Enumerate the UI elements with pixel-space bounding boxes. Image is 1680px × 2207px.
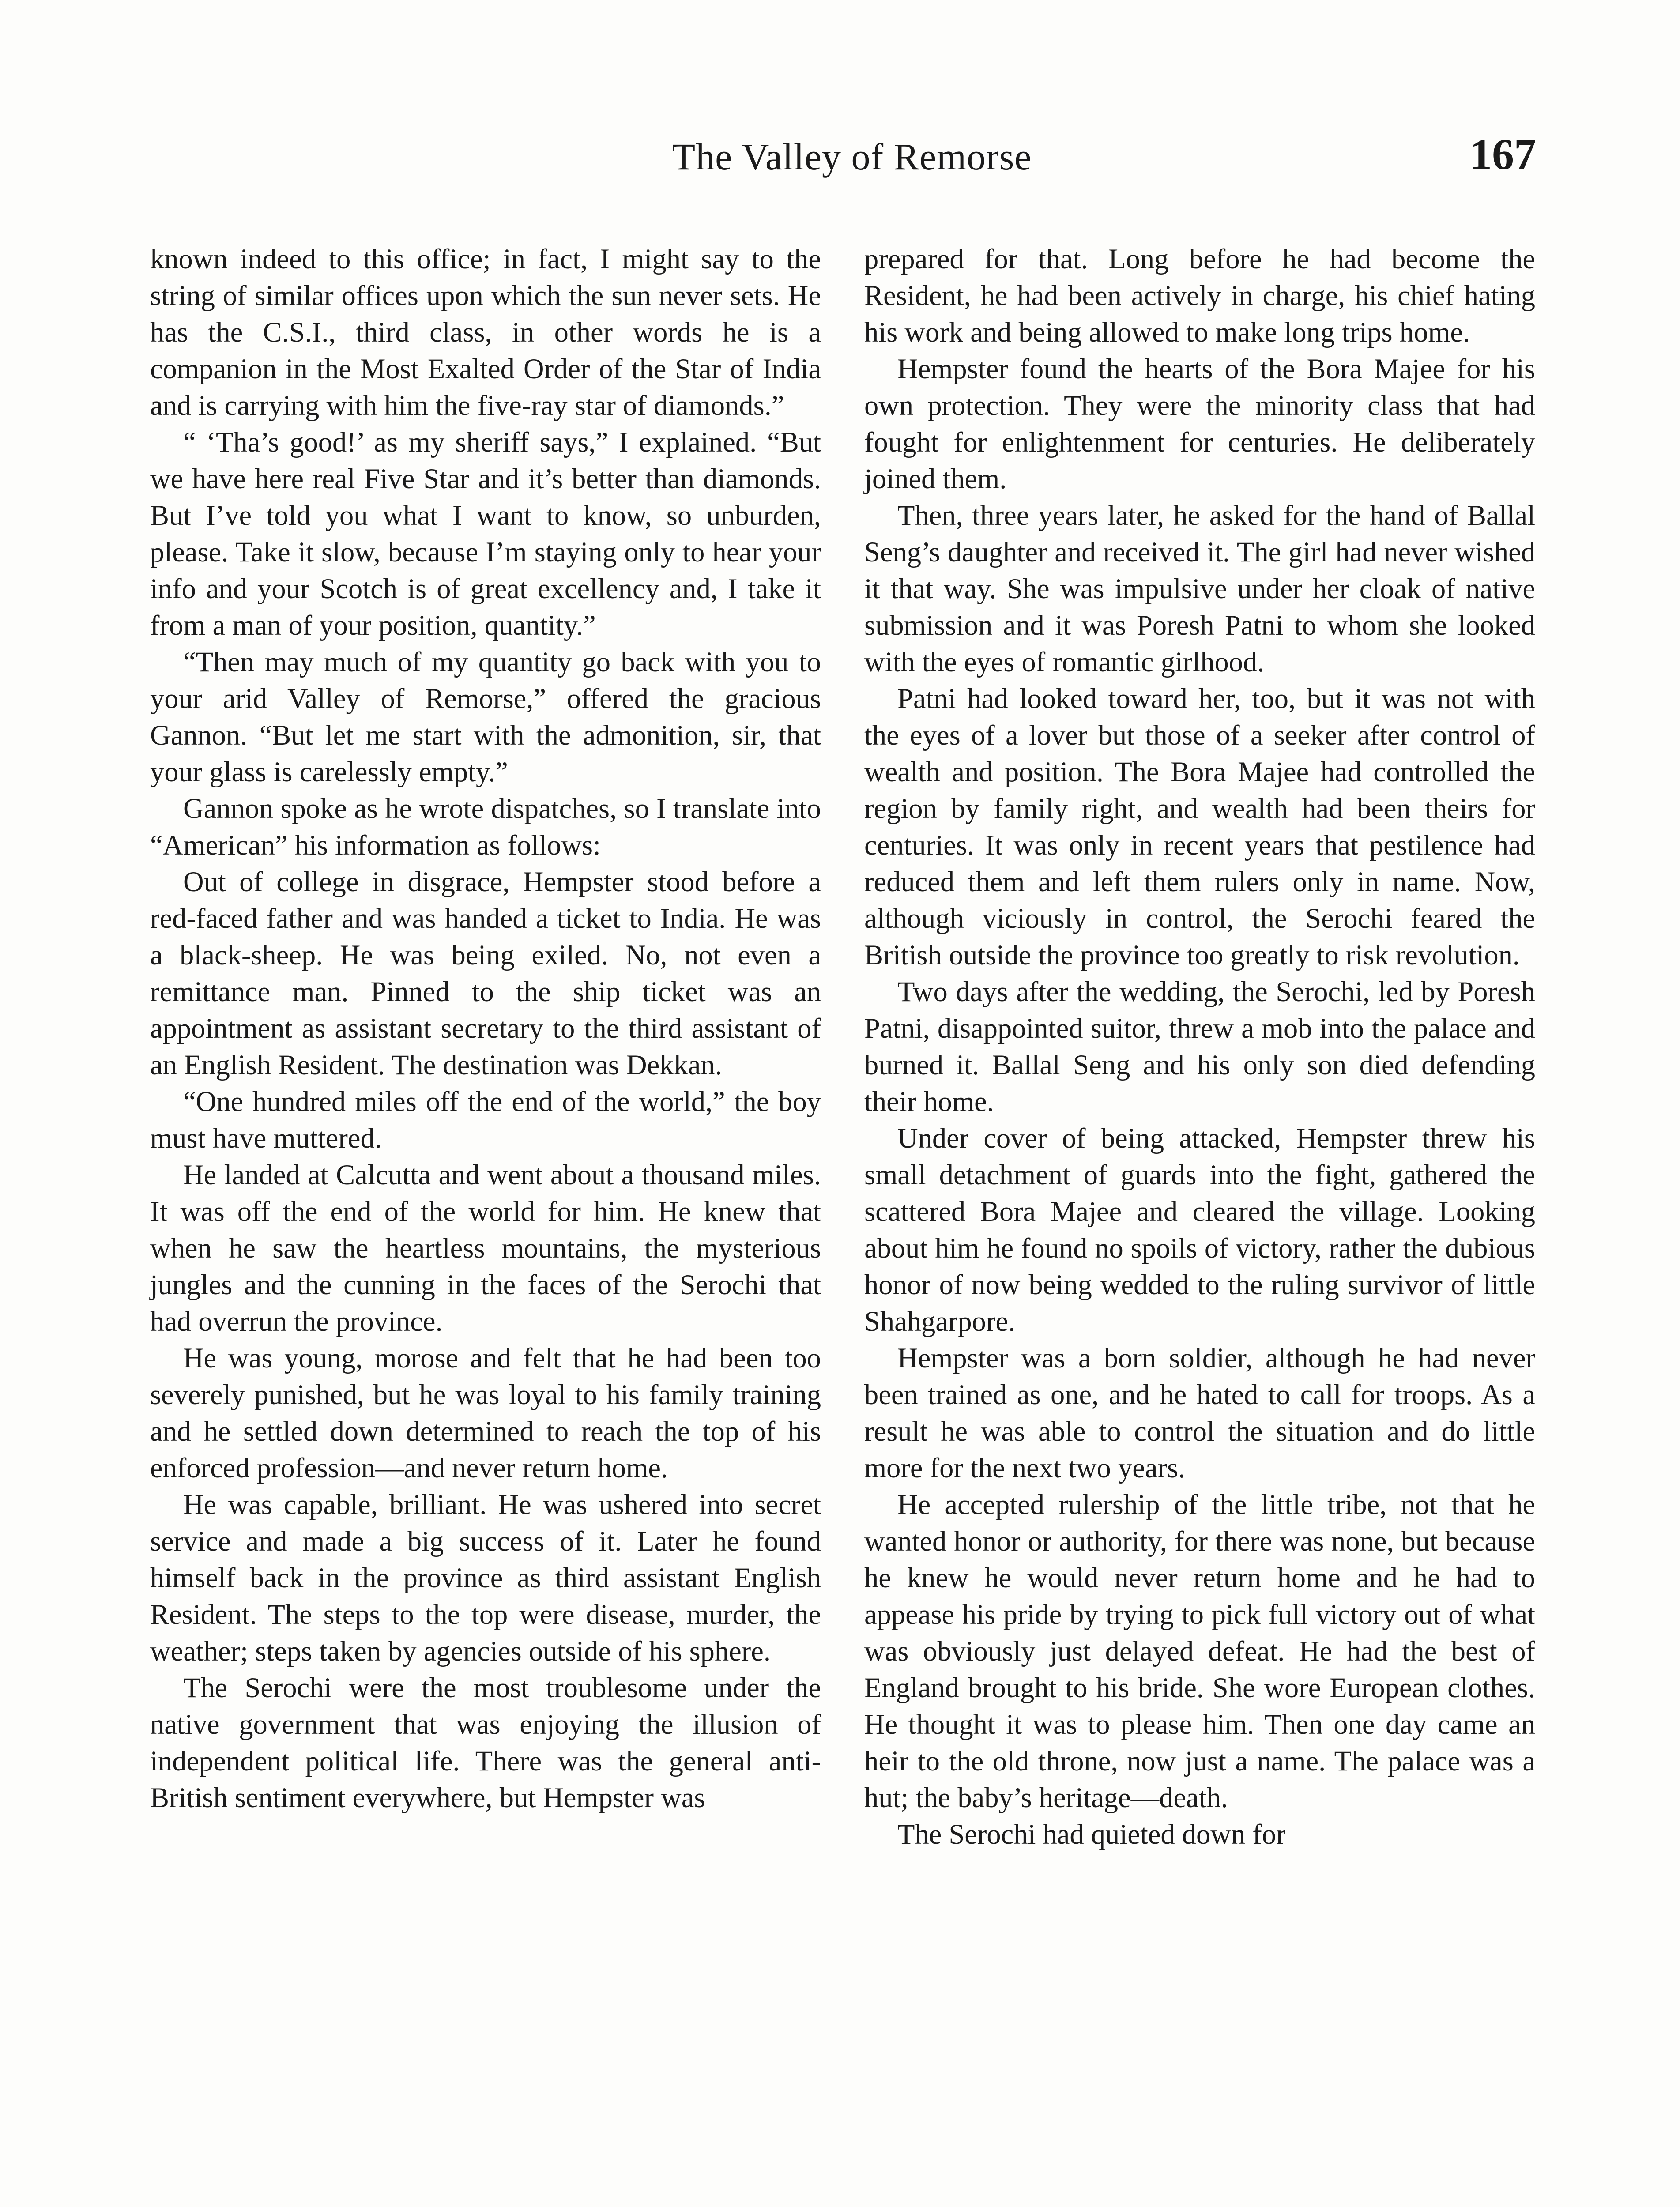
text-column-left [150, 241, 821, 1816]
paragraph: Gannon spoke as he wrote dispatches, so I translate into “American” his information as follows: [150, 793, 821, 861]
paragraph: He accepted rulership of the little tribe, not that he wanted honor or authority, for there was none, but because he knew he would never return home and he had to appease his pride by trying to pick full victory out of what was obviously just delayed defeat. He had the best of England brought to his bride. She wore European clothes. He thought it was to please him. Then one day came an heir to the old throne, now just a name. The palace was a hut; the baby’s heritage—death. [864, 1489, 1535, 1813]
paragraph: “ ‘Tha’s good!’ as my sheriff says,” I explained. “But we have here real Five Star and it’s better than diamonds. But I’ve told you what I want to know, so unburden, please. Take it slow, because I’m staying only to hear your info and your Scotch is of great excellency and, I take it from a man of your position, quantity.” [150, 426, 821, 641]
paragraph: He landed at Calcutta and went about a thousand miles. It was off the end of the world for him. He knew that when he saw the heartless mountains, the mysterious jungles and the cunning in the faces of the Serochi that had overrun the province. [150, 1159, 821, 1337]
paragraph: The Serochi were the most troublesome under the native government that was enjoying the illusion of independent political life. There was the general anti-British sentiment everywhere, but Hempster was [150, 1672, 821, 1813]
paragraph: Patni had looked toward her, too, but it was not with the eyes of a lover but those of a seeker after control of wealth and position. The Bora Majee had controlled the region by family right, and wealth had been theirs for centuries. It was only in recent years that pestilence had reduced them and left them rulers only in name. Now, although viciously in control, the Serochi feared the British outside the province too greatly to risk revolution. [864, 683, 1535, 971]
paragraph: prepared for that. Long before he had become the Resident, he had been actively in charge, his chief hating his work and being allowed to make long trips home. [864, 243, 1535, 348]
paragraph: Out of college in disgrace, Hempster stood before a red-faced father and was handed a ticket to India. He was a black-sheep. He was being exiled. No, not even a remittance man. Pinned to the ship ticket was an appointment as assistant secretary to the third assistant of an English Resident. The destination was Dekkan. [150, 866, 821, 1081]
paragraph: “One hundred miles off the end of the world,” the boy must have muttered. [150, 1086, 821, 1154]
running-title: The Valley of Remorse [672, 136, 1032, 178]
text-column-right [864, 241, 1535, 1853]
paragraph: Two days after the wedding, the Serochi, led by Poresh Patni, disappointed suitor, threw a mob into the palace and burned it. Ballal Seng and his only son died defending their home. [864, 976, 1535, 1117]
paragraph: Under cover of being attacked, Hempster threw his small detachment of guards into the fight, gathered the scattered Bora Majee and cleared the village. Looking about him he found no spoils of victory, rather the dubious honor of now being wedded to the ruling survivor of little Shahgarpore. [864, 1122, 1535, 1337]
paragraph: He was young, morose and felt that he had been too severely punished, but he was loyal to his family training and he settled down determined to reach the top of his enforced profession—and never return home. [150, 1342, 821, 1484]
paragraph: He was capable, brilliant. He was ushered into secret service and made a big success of it. Later he found himself back in the province as third assistant English Resident. The steps to the top were disease, murder, the weather; steps taken by agencies outside of his sphere. [150, 1489, 821, 1667]
paragraph: “Then may much of my quantity go back with you to your arid Valley of Remorse,” offered the gracious Gannon. “But let me start with the admonition, sir, that your glass is carelessly empty.” [150, 646, 821, 787]
paragraph: Hempster found the hearts of the Bora Majee for his own protection. They were the minority class that had fought for enlightenment for centuries. He deliberately joined them. [864, 353, 1535, 494]
paragraph: The Serochi had quieted down for [897, 1819, 1286, 1850]
page-number: 167 [1470, 130, 1536, 179]
paragraph: Hempster was a born soldier, although he had never been trained as one, and he hated to call for troops. As a result he was able to control the situation and do little more for the next two years. [864, 1342, 1535, 1484]
paragraph: known indeed to this office; in fact, I might say to the string of similar offices upon which the sun never sets. He has the C.S.I., third class, in other words he is a companion in the Most Exalted Order of the Star of India and is carrying with him the five-ray star of diamonds.” [150, 243, 821, 421]
paragraph: Then, three years later, he asked for the hand of Ballal Seng’s daughter and received it. The girl had never wished it that way. She was impulsive under her cloak of native submission and it was Poresh Patni to whom she looked with the eyes of romantic girlhood. [864, 500, 1535, 678]
